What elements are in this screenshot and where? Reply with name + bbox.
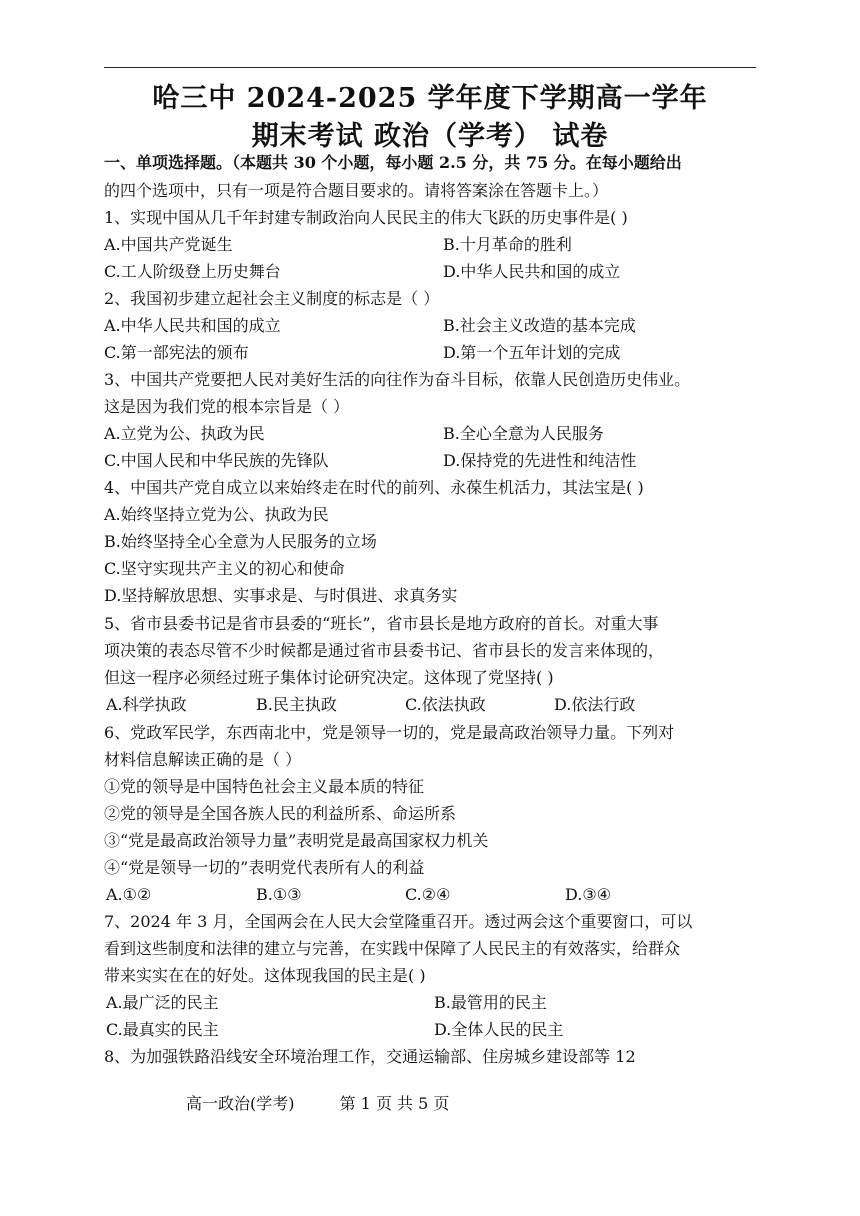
header-rule (104, 67, 756, 68)
q6-option-a: A.①② (106, 885, 152, 904)
q4-option-c: C.坚守实现共产主义的初心和使命 (104, 559, 345, 578)
question-4-stem: 4、中国共产党自成立以来始终走在时代的前列、永葆生机活力，其法宝是( ) (104, 478, 644, 497)
q1-option-b: B.十月革命的胜利 (443, 235, 572, 254)
q6-option-b: B.①③ (256, 885, 302, 904)
q7-option-d: D.全体人民的民主 (434, 1020, 564, 1039)
q2-option-a: A.中华人民共和国的成立 (104, 316, 281, 335)
q3-option-b: B.全心全意为人民服务 (443, 424, 604, 443)
section-instructions: 的四个选项中，只有一项是符合题目要求的。请将答案涂在答题卡上。） (104, 181, 609, 200)
page-footer (186, 1091, 489, 1114)
q4-option-b: B.始终坚持全心全意为人民服务的立场 (104, 532, 377, 551)
q4-option-a: A.始终坚持立党为公、执政为民 (104, 505, 329, 524)
q3-option-d: D.保持党的先进性和纯洁性 (443, 451, 637, 470)
q5-option-c: C.依法执政 (405, 695, 486, 714)
question-3-stem: 3、中国共产党要把人民对美好生活的向往作为奋斗目标，依靠人民创造历史伟业。 (104, 370, 691, 389)
q1-option-d: D.中华人民共和国的成立 (443, 262, 621, 281)
q5-option-b: B.民主执政 (256, 695, 337, 714)
q7-option-a: A.最广泛的民主 (106, 993, 219, 1012)
q4-option-d: D.坚持解放思想、实事求是、与时俱进、求真务实 (104, 586, 458, 605)
q2-option-d: D.第一个五年计划的完成 (443, 343, 621, 362)
q7-option-b: B.最管用的民主 (434, 993, 547, 1012)
q2-option-b: B.社会主义改造的基本完成 (443, 316, 636, 335)
question-5-stem: 5、省市县委书记是省市县委的“班长”，省市县长是地方政府的首长。对重大事 (104, 614, 659, 633)
footer-subject: 高一政治(学考) (186, 1094, 295, 1113)
q1-option-c: C.工人阶级登上历史舞台 (104, 262, 281, 281)
q6-statement-4: ④“党是领导一切的”表明党代表所有人的利益 (104, 858, 425, 877)
question-5-stem-cont: 项决策的表态尽管不少时候都是通过省市县委书记、省市县长的发言来体现的， (104, 641, 665, 660)
question-7-stem-cont: 带来实实在在的好处。这体现我国的民主是( ) (104, 966, 426, 985)
q7-option-c: C.最真实的民主 (106, 1020, 219, 1039)
q2-option-c: C.第一部宪法的颁布 (104, 343, 249, 362)
q6-statement-3: ③“党是最高政治领导力量”表明党是最高国家权力机关 (104, 831, 489, 850)
q6-option-c: C.②④ (405, 885, 451, 904)
question-5-stem-cont: 但这一程序必须经过班子集体讨论研究决定。这体现了党坚持( ) (104, 668, 554, 687)
exam-subtitle: 期末考试 政治（学考） 试卷 (251, 121, 609, 152)
question-7-stem-cont: 看到这些制度和法律的建立与完善，在实践中保障了人民民主的有效落实，给群众 (104, 939, 681, 958)
q6-statement-2: ②党的领导是全国各族人民的利益所系、命运所系 (104, 804, 457, 823)
question-7-stem: 7、2024 年 3 月，全国两会在人民大会堂隆重召开。透过两会这个重要窗口，可以 (104, 912, 693, 931)
question-1-stem: 1、实现中国从几千年封建专制政治向人民民主的伟大飞跃的历史事件是( ) (104, 208, 628, 227)
q3-option-c: C.中国人民和中华民族的先锋队 (104, 451, 329, 470)
exam-title: 哈三中 2024-2025 学年度下学期高一学年 (152, 83, 708, 114)
question-2-stem: 2、我国初步建立起社会主义制度的标志是（ ） (104, 289, 440, 308)
q6-option-d: D.③④ (565, 885, 612, 904)
q3-option-a: A.立党为公、执政为民 (104, 424, 265, 443)
question-6-stem-cont: 材料信息解读正确的是（ ） (104, 750, 302, 769)
q5-option-a: A.科学执政 (106, 695, 187, 714)
q6-statement-1: ①党的领导是中国特色社会主义最本质的特征 (104, 777, 425, 796)
q1-option-a: A.中国共产党诞生 (104, 235, 233, 254)
q5-option-d: D.依法行政 (554, 695, 636, 714)
question-6-stem: 6、党政军民学，东西南北中，党是领导一切的，党是最高政治领导力量。下列对 (104, 723, 675, 742)
question-8-stem: 8、为加强铁路沿线安全环境治理工作，交通运输部、住房城乡建设部等 12 (104, 1047, 636, 1066)
question-3-stem-cont: 这是因为我们党的根本宗旨是（ ） (104, 397, 350, 416)
footer-page-number: 第 1 页 共 5 页 (339, 1094, 450, 1113)
section-heading: 一、单项选择题。（本题共 30 个小题，每小题 2.5 分，共 75 分。在每小题给出 (104, 153, 682, 172)
